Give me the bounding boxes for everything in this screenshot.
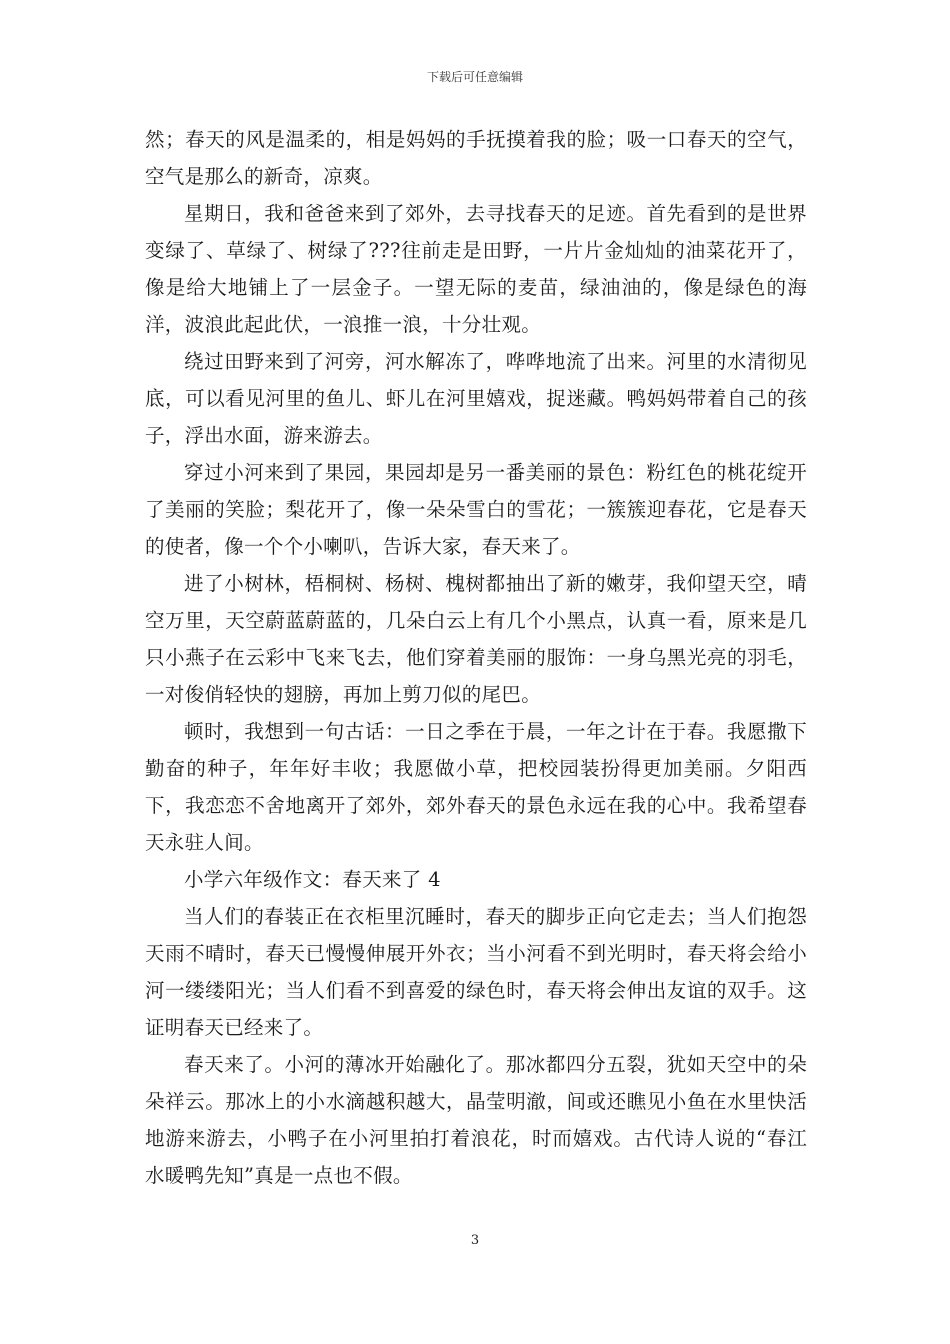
essay-title: 小学六年级作文：春天来了 4 bbox=[184, 868, 441, 891]
paragraph: 然；春天的风是温柔的，相是妈妈的手抚摸着我的脸；吸一口春天的空气，空气是那么的新奇，凉爽。 bbox=[145, 128, 807, 188]
page-number: 3 bbox=[470, 1233, 480, 1248]
paragraph: 绕过田野来到了河旁，河水解冻了，哗哗地流了出来。河里的水清彻见底，可以看见河里的鱼儿、虾儿在河里嬉戏，捉迷藏。鸭妈妈带着自己的孩子，浮出水面，游来游去。 bbox=[145, 350, 807, 447]
paragraph: 春天来了。小河的薄冰开始融化了。那冰都四分五裂，犹如天空中的朵朵祥云。那冰上的小水滴越积越大，晶莹明澈，间或还瞧见小鱼在水里快活地游来游去，小鸭子在小河里拍打着浪花，时而嬉戏。古代诗人说的“春江水暖鸭先知”真是一点也不假。 bbox=[145, 1053, 807, 1187]
paragraph: 穿过小河来到了果园，果园却是另一番美丽的景色：粉红色的桃花绽开了美丽的笑脸；梨花开了，像一朵朵雪白的雪花；一簇簇迎春花，它是春天的使者，像一个个小喇叭，告诉大家，春天来了。 bbox=[145, 461, 807, 558]
paragraph: 进了小树林，梧桐树、杨树、槐树都抽出了新的嫩芽，我仰望天空，晴空万里，天空蔚蓝蔚蓝的，几朵白云上有几个小黑点，认真一看，原来是几只小燕子在云彩中飞来飞去，他们穿着美丽的服饰：一身乌黑光亮的羽毛，一对俊俏轻快的翅膀，再加上剪刀似的尾巴。 bbox=[145, 572, 807, 706]
paragraph: 顿时，我想到一句古话：一日之季在于晨，一年之计在于春。我愿撒下勤奋的种子，年年好丰收；我愿做小草，把校园装扮得更加美丽。夕阳西下，我恋恋不舍地离开了郊外，郊外春天的景色永远在我的心中。我希望春天永驻人间。 bbox=[145, 720, 807, 854]
paragraph: 当人们的春装正在衣柜里沉睡时，春天的脚步正向它走去；当人们抱怨天雨不晴时，春天已慢慢伸展开外衣；当小河看不到光明时，春天将会给小河一缕缕阳光；当人们看不到喜爱的绿色时，春天将会伸出友谊的双手。这证明春天已经来了。 bbox=[145, 905, 807, 1039]
essay-body bbox=[145, 121, 807, 1194]
paragraph: 星期日，我和爸爸来到了郊外，去寻找春天的足迹。首先看到的是世界变绿了、草绿了、树绿了???往前走是田野，一片片金灿灿的油菜花开了，像是给大地铺上了一层金子。一望无际的麦苗，绿油油的，像是绿色的海洋，波浪此起此伏，一浪推一浪，十分壮观。 bbox=[145, 202, 807, 336]
page-header: 下载后可任意编辑 bbox=[426, 70, 523, 84]
